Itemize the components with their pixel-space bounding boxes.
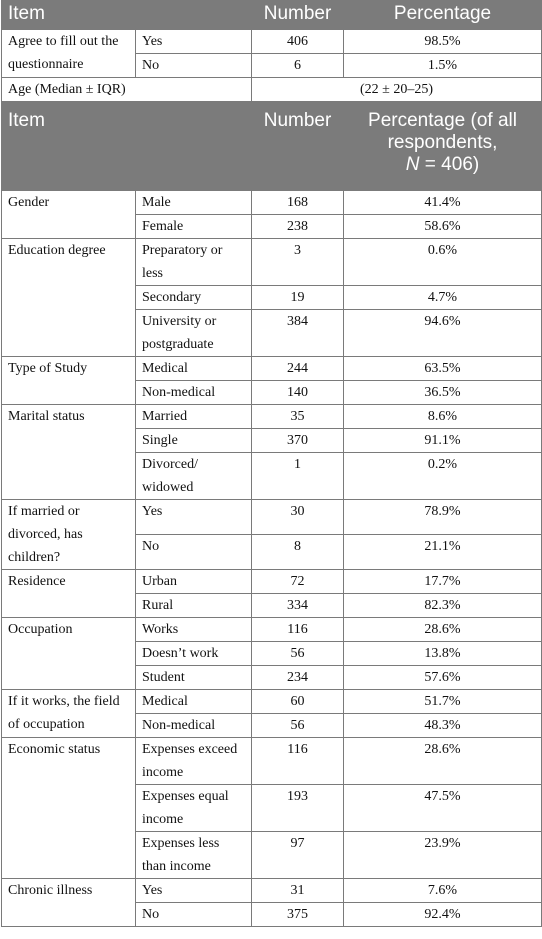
percentage-cell: 36.5% bbox=[344, 381, 542, 405]
demographics-table bbox=[1, 0, 542, 927]
percentage-cell: 41.4% bbox=[344, 191, 542, 215]
subheader-n-value: = 406) bbox=[419, 154, 480, 175]
percentage-cell: 58.6% bbox=[344, 215, 542, 239]
option-cell: Female bbox=[136, 215, 252, 239]
option-cell: Yes bbox=[136, 500, 252, 535]
table-row bbox=[2, 570, 542, 594]
table-subheader-row bbox=[2, 102, 542, 191]
group-label-cell: Type of Study bbox=[2, 357, 136, 405]
number-cell: 35 bbox=[252, 405, 344, 429]
percentage-cell: 94.6% bbox=[344, 310, 542, 357]
subheader-percentage-text: Percentage (of all respondents, bbox=[368, 110, 517, 153]
percentage-cell: 0.6% bbox=[344, 239, 542, 286]
number-cell: 116 bbox=[252, 738, 344, 785]
number-cell: 6 bbox=[252, 54, 344, 78]
option-cell: Medical bbox=[136, 690, 252, 714]
group-label-cell: Chronic illness bbox=[2, 879, 136, 927]
header-item: Item bbox=[2, 1, 252, 30]
number-cell: 168 bbox=[252, 191, 344, 215]
number-cell: 116 bbox=[252, 618, 344, 642]
percentage-cell: 28.6% bbox=[344, 618, 542, 642]
number-cell: 72 bbox=[252, 570, 344, 594]
table-row bbox=[2, 357, 542, 381]
subheader-n-symbol: N bbox=[405, 154, 420, 175]
option-cell: Urban bbox=[136, 570, 252, 594]
number-cell: 140 bbox=[252, 381, 344, 405]
number-cell: 30 bbox=[252, 500, 344, 535]
option-cell: No bbox=[136, 54, 252, 78]
percentage-cell: 82.3% bbox=[344, 594, 542, 618]
option-cell: Expenses exceed income bbox=[136, 738, 252, 785]
table-row bbox=[2, 738, 542, 785]
percentage-cell: 92.4% bbox=[344, 903, 542, 927]
group-label-cell: Gender bbox=[2, 191, 136, 239]
group-label-cell: Marital status bbox=[2, 405, 136, 500]
option-cell: Non-medical bbox=[136, 381, 252, 405]
percentage-cell: 51.7% bbox=[344, 690, 542, 714]
percentage-cell: 8.6% bbox=[344, 405, 542, 429]
table-row bbox=[2, 239, 542, 286]
percentage-cell: 4.7% bbox=[344, 286, 542, 310]
option-cell: Yes bbox=[136, 879, 252, 903]
option-cell: Non-medical bbox=[136, 714, 252, 738]
number-cell: 56 bbox=[252, 714, 344, 738]
percentage-cell: 48.3% bbox=[344, 714, 542, 738]
percentage-cell: 47.5% bbox=[344, 785, 542, 832]
percentage-cell: 0.2% bbox=[344, 453, 542, 500]
option-cell: Yes bbox=[136, 30, 252, 54]
percentage-cell: 7.6% bbox=[344, 879, 542, 903]
option-cell: Married bbox=[136, 405, 252, 429]
number-cell: 8 bbox=[252, 535, 344, 570]
percentage-cell: 78.9% bbox=[344, 500, 542, 535]
number-cell: 1 bbox=[252, 453, 344, 500]
option-cell: Divorced/ widowed bbox=[136, 453, 252, 500]
option-cell: Expenses less than income bbox=[136, 832, 252, 879]
table-row bbox=[2, 78, 542, 102]
number-cell: 97 bbox=[252, 832, 344, 879]
table-row bbox=[2, 879, 542, 903]
number-cell: 31 bbox=[252, 879, 344, 903]
option-cell: Rural bbox=[136, 594, 252, 618]
number-cell: 60 bbox=[252, 690, 344, 714]
number-cell: 244 bbox=[252, 357, 344, 381]
percentage-cell: 63.5% bbox=[344, 357, 542, 381]
table-row bbox=[2, 500, 542, 535]
table-row bbox=[2, 618, 542, 642]
group-label-cell: Economic status bbox=[2, 738, 136, 879]
header-percentage: Percentage bbox=[344, 1, 542, 30]
option-cell: Single bbox=[136, 429, 252, 453]
percentage-cell: 98.5% bbox=[344, 30, 542, 54]
percentage-cell: 57.6% bbox=[344, 666, 542, 690]
group-label-cell: If it works, the field of occupation bbox=[2, 690, 136, 738]
option-cell: No bbox=[136, 903, 252, 927]
number-cell: 234 bbox=[252, 666, 344, 690]
percentage-cell: 91.1% bbox=[344, 429, 542, 453]
option-cell: University or postgraduate bbox=[136, 310, 252, 357]
option-cell: Works bbox=[136, 618, 252, 642]
percentage-cell: 28.6% bbox=[344, 738, 542, 785]
number-cell: 56 bbox=[252, 642, 344, 666]
number-cell: 384 bbox=[252, 310, 344, 357]
number-cell: 406 bbox=[252, 30, 344, 54]
number-cell: 238 bbox=[252, 215, 344, 239]
option-cell: Medical bbox=[136, 357, 252, 381]
table-row bbox=[2, 30, 542, 54]
option-cell: Preparatory or less bbox=[136, 239, 252, 286]
percentage-cell: 17.7% bbox=[344, 570, 542, 594]
group-label-cell: Occupation bbox=[2, 618, 136, 690]
subheader-item: Item bbox=[2, 102, 252, 191]
row-label-consent: Agree to fill out the questionnaire bbox=[2, 30, 136, 78]
subheader-number: Number bbox=[252, 102, 344, 191]
table-row bbox=[2, 690, 542, 714]
percentage-cell: 13.8% bbox=[344, 642, 542, 666]
number-cell: 370 bbox=[252, 429, 344, 453]
header-number: Number bbox=[252, 1, 344, 30]
option-cell: Student bbox=[136, 666, 252, 690]
option-cell: Male bbox=[136, 191, 252, 215]
number-cell: 193 bbox=[252, 785, 344, 832]
table-row bbox=[2, 191, 542, 215]
age-value-cell: (22 ± 20–25) bbox=[252, 78, 542, 102]
row-label-age: Age (Median ± IQR) bbox=[2, 78, 252, 102]
percentage-cell: 23.9% bbox=[344, 832, 542, 879]
option-cell: Doesn’t work bbox=[136, 642, 252, 666]
option-cell: Secondary bbox=[136, 286, 252, 310]
option-cell: No bbox=[136, 535, 252, 570]
group-label-cell: Residence bbox=[2, 570, 136, 618]
number-cell: 19 bbox=[252, 286, 344, 310]
percentage-cell: 21.1% bbox=[344, 535, 542, 570]
percentage-cell: 1.5% bbox=[344, 54, 542, 78]
group-label-cell: Education degree bbox=[2, 239, 136, 357]
group-label-cell: If married or divorced, has children? bbox=[2, 500, 136, 570]
number-cell: 334 bbox=[252, 594, 344, 618]
number-cell: 3 bbox=[252, 239, 344, 286]
table-row bbox=[2, 405, 542, 429]
subheader-percentage bbox=[344, 102, 542, 191]
table-header-row bbox=[2, 1, 542, 30]
option-cell: Expenses equal income bbox=[136, 785, 252, 832]
number-cell: 375 bbox=[252, 903, 344, 927]
